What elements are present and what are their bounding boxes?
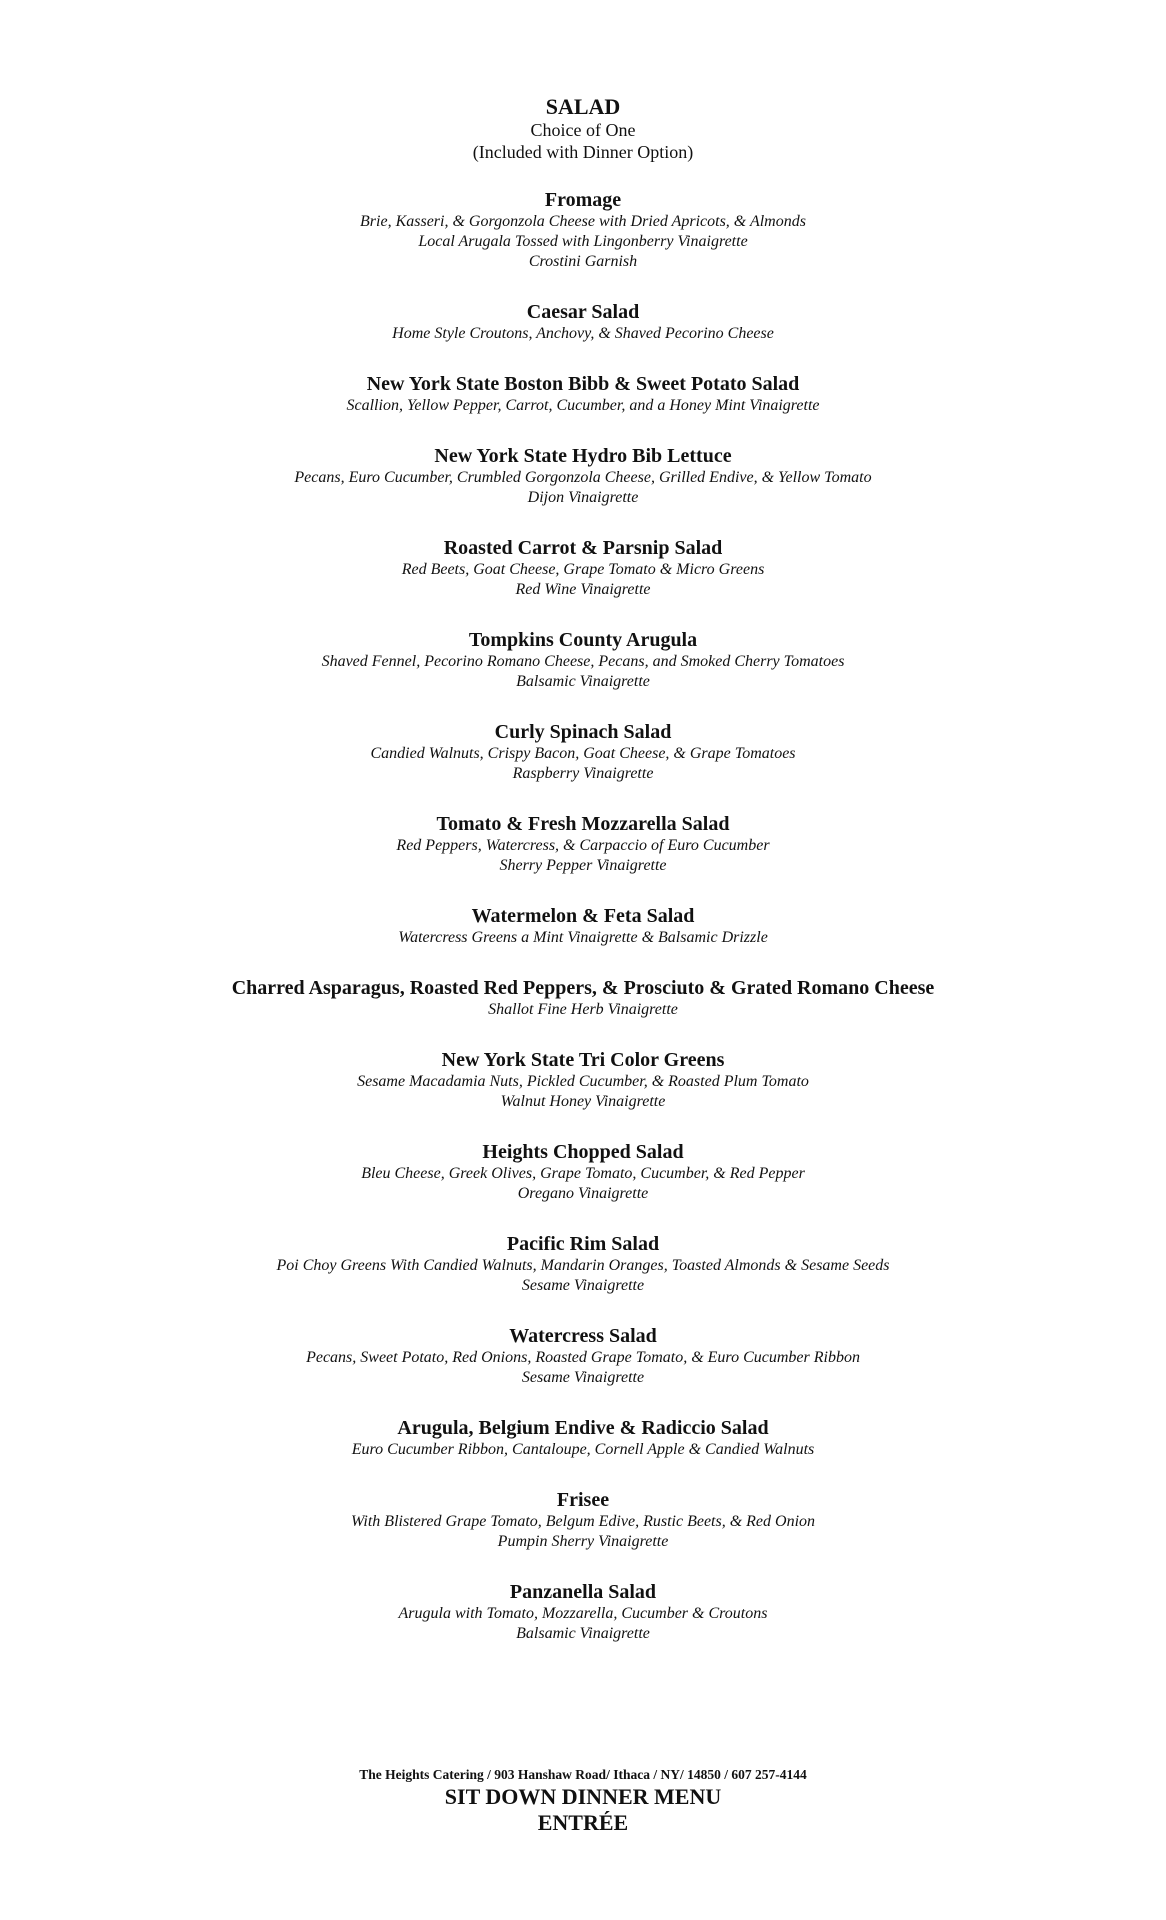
menu-item	[0, 444, 1166, 508]
section-subtitle: Choice of One	[530, 120, 636, 140]
menu-item-description: Local Arugala Tossed with Lingonberry Vinaigrette	[418, 233, 748, 250]
menu-item-name: Watercress Salad	[509, 1325, 657, 1347]
page-footer	[0, 1766, 1166, 1836]
menu-item	[0, 1324, 1166, 1388]
menu-item	[0, 628, 1166, 692]
section-title: SALAD	[545, 94, 621, 119]
section-note: (Included with Dinner Option)	[472, 142, 694, 162]
menu-item-name: Pacific Rim Salad	[506, 1233, 660, 1255]
menu-item	[0, 904, 1166, 948]
menu-item-description: Crostini Garnish	[528, 253, 638, 270]
menu-item-description: Red Wine Vinaigrette	[515, 581, 651, 598]
footer-address: The Heights Catering / 903 Hanshaw Road/ Ithaca / NY/ 14850 / 607 257-4144	[359, 1767, 807, 1782]
menu-item-name: Arugula, Belgium Endive & Radiccio Salad	[397, 1417, 769, 1439]
menu-item-name: Roasted Carrot & Parsnip Salad	[443, 537, 723, 559]
menu-item-description: Red Peppers, Watercress, & Carpaccio of Euro Cucumber	[396, 837, 770, 854]
menu-item-description: Pecans, Euro Cucumber, Crumbled Gorgonzola Cheese, Grilled Endive, & Yellow Tomato	[294, 469, 872, 486]
menu-item-description: Pecans, Sweet Potato, Red Onions, Roasted Grape Tomato, & Euro Cucumber Ribbon	[306, 1349, 860, 1366]
menu-item-description: Bleu Cheese, Greek Olives, Grape Tomato, Cucumber, & Red Pepper	[361, 1165, 805, 1182]
menu-item-name: New York State Boston Bibb & Sweet Potato Salad	[366, 373, 800, 395]
menu-item-name: Caesar Salad	[526, 301, 640, 323]
menu-item-description: Walnut Honey Vinaigrette	[500, 1093, 666, 1110]
menu-item-name: Heights Chopped Salad	[482, 1141, 684, 1163]
menu-item-name: New York State Hydro Bib Lettuce	[434, 445, 732, 467]
menu-item-description: Watercress Greens a Mint Vinaigrette & Balsamic Drizzle	[398, 929, 768, 946]
menu-item-description: Oregano Vinaigrette	[517, 1185, 649, 1202]
menu-item-name: Tomato & Fresh Mozzarella Salad	[436, 813, 730, 835]
menu-item	[0, 1416, 1166, 1460]
menu-item-description: Sesame Vinaigrette	[521, 1369, 645, 1386]
menu-item	[0, 720, 1166, 784]
menu-item-description: Home Style Croutons, Anchovy, & Shaved Pecorino Cheese	[392, 325, 774, 342]
menu-item-description: Dijon Vinaigrette	[527, 489, 639, 506]
menu-item	[0, 1048, 1166, 1112]
menu-item-name: Watermelon & Feta Salad	[471, 905, 695, 927]
menu-item	[0, 1580, 1166, 1644]
menu-item-description: Scallion, Yellow Pepper, Carrot, Cucumber, and a Honey Mint Vinaigrette	[346, 397, 820, 414]
menu-item	[0, 976, 1166, 1020]
menu-item-description: Candied Walnuts, Crispy Bacon, Goat Cheese, & Grape Tomatoes	[370, 745, 796, 762]
menu-item-description: Shaved Fennel, Pecorino Romano Cheese, Pecans, and Smoked Cherry Tomatoes	[321, 653, 845, 670]
menu-item-description: Raspberry Vinaigrette	[512, 765, 654, 782]
footer-section-title: ENTRÉE	[537, 1810, 629, 1835]
menu-item-description: Balsamic Vinaigrette	[516, 1625, 650, 1642]
menu-item	[0, 300, 1166, 344]
menu-item-name: New York State Tri Color Greens	[441, 1049, 725, 1071]
menu-header	[0, 95, 1166, 163]
menu-item	[0, 536, 1166, 600]
menu-item-description: Balsamic Vinaigrette	[516, 673, 650, 690]
menu-item-description: Brie, Kasseri, & Gorgonzola Cheese with Dried Apricots, & Almonds	[360, 213, 806, 230]
menu-item-description: Arugula with Tomato, Mozzarella, Cucumber & Croutons	[398, 1605, 768, 1622]
menu-item-description: Poi Choy Greens With Candied Walnuts, Mandarin Oranges, Toasted Almonds & Sesame Seeds	[276, 1257, 890, 1274]
menu-item-description: With Blistered Grape Tomato, Belgum Edive, Rustic Beets, & Red Onion	[350, 1513, 816, 1530]
menu-item	[0, 372, 1166, 416]
menu-item	[0, 188, 1166, 272]
menu-item-description: Sesame Macadamia Nuts, Pickled Cucumber, & Roasted Plum Tomato	[357, 1073, 809, 1090]
menu-item	[0, 1140, 1166, 1204]
footer-menu-title: SIT DOWN DINNER MENU	[444, 1784, 722, 1809]
menu-item	[0, 1232, 1166, 1296]
menu-item-description: Sherry Pepper Vinaigrette	[499, 857, 667, 874]
menu-item-name: Fromage	[544, 189, 622, 211]
menu-item-description: Shallot Fine Herb Vinaigrette	[488, 1001, 678, 1018]
menu-item-name: Frisee	[556, 1489, 610, 1511]
menu-item-description: Sesame Vinaigrette	[521, 1277, 645, 1294]
menu-item	[0, 1488, 1166, 1552]
menu-item-name: Panzanella Salad	[509, 1581, 657, 1603]
menu-item	[0, 812, 1166, 876]
menu-item-name: Charred Asparagus, Roasted Red Peppers, & Prosciuto & Grated Romano Cheese	[231, 977, 935, 999]
menu-item-name: Tompkins County Arugula	[468, 629, 698, 651]
menu-item-description: Red Beets, Goat Cheese, Grape Tomato & Micro Greens	[401, 561, 765, 578]
menu-item-description: Pumpin Sherry Vinaigrette	[497, 1533, 669, 1550]
salad-list	[0, 188, 1166, 1672]
menu-item-description: Euro Cucumber Ribbon, Cantaloupe, Cornell Apple & Candied Walnuts	[351, 1441, 815, 1458]
menu-item-name: Curly Spinach Salad	[494, 721, 672, 743]
